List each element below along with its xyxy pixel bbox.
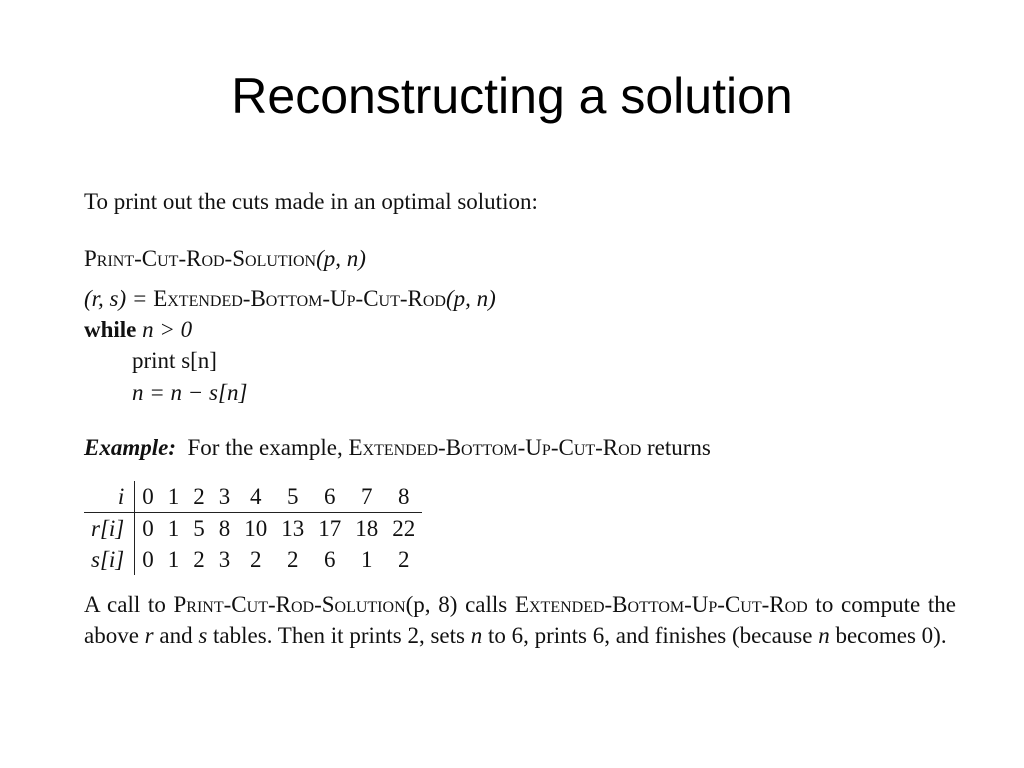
table-row-i <box>84 481 422 513</box>
example-procedure: Extended-Bottom-Up-Cut-Rod <box>348 435 642 460</box>
table-cell: 1 <box>361 546 373 572</box>
code-line-print: print s[n] <box>132 348 217 373</box>
procedure-header <box>84 244 366 274</box>
intro-text: To print out the cuts made in an optimal solution: <box>84 189 538 214</box>
while-condition: n > 0 <box>136 317 193 342</box>
para-text: to 6, prints 6, and finishes (because <box>482 623 819 648</box>
para-var-s: s <box>198 623 208 648</box>
example-text-a: For the example, <box>187 435 349 460</box>
row-label: r[i] <box>84 513 135 545</box>
table-cell: 6 <box>311 481 348 513</box>
table-cell: 10 <box>244 515 268 541</box>
row-label: i <box>84 481 135 513</box>
procedure-args: (p, n) <box>316 246 366 271</box>
code-line-while <box>84 315 192 345</box>
para-text: to compute the above <box>84 592 957 648</box>
while-keyword: while <box>84 317 137 342</box>
table-cell: 7 <box>348 481 385 513</box>
table-cell: 1 <box>161 481 187 513</box>
para-procedure-extended: Extended-Bottom-Up-Cut-Rod <box>514 592 808 617</box>
table-cell: 13 <box>281 515 305 541</box>
para-text: (p, 8) calls <box>405 592 515 617</box>
procedure-name: Print-Cut-Rod-Solution <box>84 246 317 271</box>
table-cell: 1 <box>167 546 180 572</box>
example-label: Example: <box>84 435 176 460</box>
code-called-args: (p, n) <box>446 286 496 311</box>
para-var-r: r <box>144 623 154 648</box>
result-table <box>84 481 422 575</box>
table-cell: 22 <box>392 515 416 541</box>
table-cell: 5 <box>274 481 311 513</box>
table-cell: 3 <box>218 546 231 572</box>
table-cell: 2 <box>287 546 299 572</box>
table-cell: 3 <box>212 481 238 513</box>
table-cell: 2 <box>398 546 410 572</box>
example-line <box>84 433 711 463</box>
table-cell: 5 <box>193 515 205 541</box>
example-text-b: returns <box>641 435 711 460</box>
para-text: and <box>153 623 199 648</box>
table-cell: 8 <box>385 481 422 513</box>
table-cell: 2 <box>186 481 212 513</box>
para-procedure-print: Print-Cut-Rod-Solution <box>173 592 406 617</box>
table-cell: 0 <box>135 481 161 513</box>
code-line-1 <box>84 284 496 314</box>
table-row-r <box>84 513 422 545</box>
table-row-s <box>84 544 422 575</box>
slide-title: Reconstructing a solution <box>231 68 793 124</box>
table-cell: 18 <box>355 515 379 541</box>
para-var-n: n <box>818 623 830 648</box>
row-label: s[i] <box>84 544 135 575</box>
table-cell: 1 <box>167 515 180 541</box>
explanation-paragraph <box>84 589 956 651</box>
table-cell: 2 <box>193 546 205 572</box>
para-text: tables. Then it prints 2, sets <box>207 623 471 648</box>
table-cell: 4 <box>237 481 274 513</box>
para-var-n: n <box>470 623 483 648</box>
table-cell: 8 <box>218 515 231 541</box>
table-cell: 2 <box>250 546 262 572</box>
table-cell: 17 <box>318 515 342 541</box>
para-text: becomes 0). <box>829 623 947 648</box>
code-assign-lhs: (r, s) = <box>84 286 154 311</box>
code-called-procedure: Extended-Bottom-Up-Cut-Rod <box>153 286 446 311</box>
table-cell: 6 <box>324 546 336 572</box>
table-cell: 0 <box>142 546 154 572</box>
code-line-assign: n = n − s[n] <box>132 380 248 405</box>
para-text: A call to <box>84 592 174 617</box>
table-cell: 0 <box>142 515 154 541</box>
